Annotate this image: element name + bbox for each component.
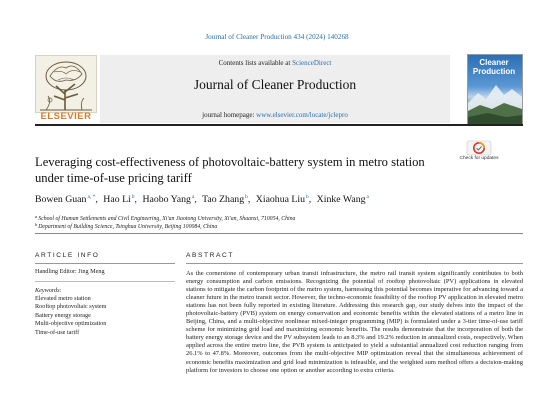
article-info-divider	[35, 263, 175, 264]
article-info-heading: ARTICLE INFO	[35, 252, 100, 259]
homepage-prefix: journal homepage:	[202, 111, 257, 119]
keyword-item: Rooftop photovoltaic system	[35, 303, 107, 311]
header-divider	[35, 124, 523, 126]
cover-title: Cleaner Production	[472, 58, 516, 76]
author[interactable]: Tao Zhang$^b$	[202, 194, 248, 205]
journal-reference[interactable]: Journal of Cleaner Production 434 (2024) 140268	[205, 33, 349, 41]
section-divider	[35, 233, 523, 234]
author[interactable]: Bowen Guan$^{a, *}$	[35, 194, 96, 205]
check-for-updates-badge[interactable]	[466, 140, 492, 166]
keyword-item: Elevated metro station	[35, 295, 91, 302]
article-title: Leveraging cost-effectiveness of photovoltaic-battery system in metro station under time-of-use pricing tariff	[35, 155, 425, 185]
keywords-heading: Keywords:	[35, 287, 62, 294]
keywords-divider	[35, 281, 175, 282]
elsevier-wordmark: ELSEVIER	[40, 111, 92, 122]
journal-title: Journal of Cleaner Production	[193, 77, 357, 92]
keyword-item: Time-of-use tariff	[35, 328, 80, 336]
check-updates-icon	[466, 140, 492, 156]
keyword-item: Battery energy storage	[35, 311, 91, 319]
contents-prefix: Contents lists available at	[218, 59, 293, 67]
affiliation-a: $^a$School of Human Settlements and Civil Engineering, Xi'an Jiaotong University, Xi'an, Shaanxi, 710054, China	[35, 214, 296, 222]
keyword-item: Multi-objective optimization	[35, 320, 107, 328]
abstract-heading: ABSTRACT	[186, 252, 234, 259]
elsevier-tree-logo	[35, 55, 97, 113]
keywords-list	[35, 295, 175, 337]
handling-editor: Handling Editor: Jing Meng	[35, 268, 105, 275]
abstract-text: As the cornerstone of contemporary urban transit infrastructure, the metro rail transit system significantly contributes to both energy consumption and carbon emissions. Recognizing the potential of rooftop photovoltaic (PV) applications in elevated stations to mitigate the carbon footprint of the metro system, harnessing this potential becomes imperative for advancing toward a cleaner future in the metro transit sector. However, the techno-economic feasibility of the rooftop PV application in elevated metro stations has not been fully reported in existing literature. Addressing this research gap, our study delves into the impact of the photovoltaic-battery (PVB) system on energy conservation and economic benefits within the elevated stations of a metro line in Beijing, China, and a multi-objective nonlinear mixed-integer programming (MIP) is formulated under a 3-tier time-of-use tariff scheme for minimizing grid load and maximizing economic benefits. The results demonstrate that the incorporation of both the battery energy storage device and the PV subsystem leads to an 8.3% and 19.2% reduction in annualized costs, respectively. When applied across the entire metro line, the PVB system is anticipated to yield a substantial annualized cost reduction ranging from 26.1% to 47.8%. Moreover, outcomes from the multi-objective MIP optimization reveal that the simultaneous achievement of economic benefits maximization and grid load minimization is infeasible, and the weighted sum method offers a decision-making platform for investors to choose one option or another according to extra criteria.	[186, 270, 523, 374]
author[interactable]: Xinke Wang$^a$	[316, 194, 369, 205]
sciencedirect-link[interactable]: ScienceDirect	[292, 59, 332, 67]
journal-homepage-line	[100, 111, 450, 119]
contents-available-line	[100, 59, 450, 67]
elsevier-tree-icon	[36, 56, 96, 112]
homepage-link[interactable]: www.elsevier.com/locate/jclepro	[256, 111, 348, 119]
check-for-updates-label: Check for updates	[459, 156, 499, 161]
affiliation-b: $^b$Department of Building Science, Tsinghua University, Beijing 100084, China	[35, 222, 218, 230]
author[interactable]: Hao Li$^b$	[103, 194, 135, 205]
abstract-divider	[186, 263, 523, 264]
author[interactable]: Haobo Yang$^a$	[142, 194, 195, 205]
author-list: Bowen Guan$^{a, *}$, Hao Li$^b$, Haobo Yang$^a$, Tao Zhang$^b$, Xiaohua Liu$^b$, Xinke Wang$^a$	[35, 194, 369, 205]
author[interactable]: Xiaohua Liu$^b$	[255, 194, 309, 205]
